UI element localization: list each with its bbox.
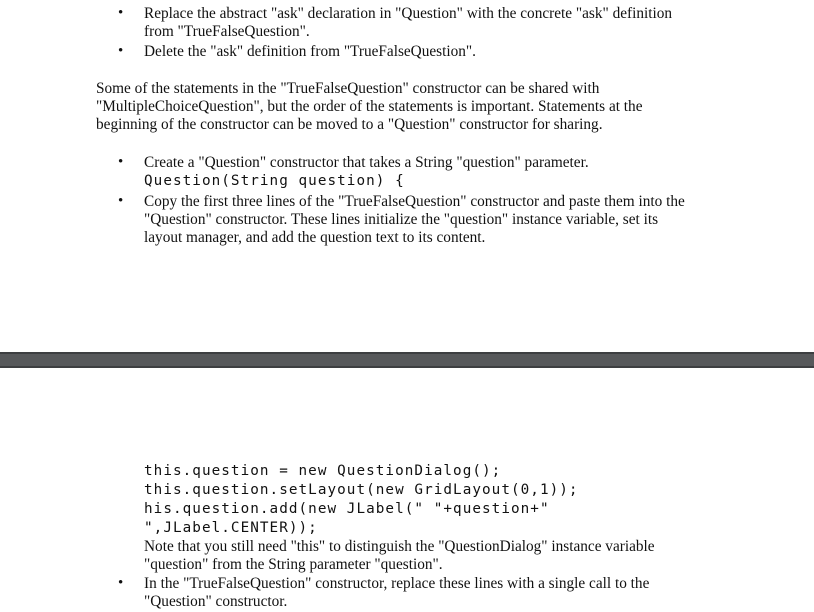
code-snippet: Question(String question) { [144, 173, 405, 189]
bullet-text: Create a "Question" constructor that takes a String "question" parameter. [144, 154, 589, 171]
bullet-text: Copy the first three lines of the "TrueFalseQuestion" constructor and paste them into the [144, 193, 685, 210]
bullet-marker: • [118, 5, 124, 21]
code-line: his.question.add(new JLabel(" "+question+" [144, 501, 550, 517]
bullet-text: Replace the abstract "ask" declaration in "Question" with the concrete "ask" definition [144, 5, 673, 22]
page-separator [0, 352, 814, 368]
bullet-marker: • [118, 154, 124, 170]
bullet-text: Delete the "ask" definition from "TrueFalseQuestion". [144, 43, 476, 60]
document-page-bottom [0, 368, 814, 612]
bullet-text: "Question" constructor. These lines initialize the "question" instance variable, set its [144, 211, 659, 228]
paragraph-line: Some of the statements in the "TrueFalseQuestion" constructor can be shared with [96, 80, 600, 97]
bullet-text: "Question" constructor. [144, 593, 288, 610]
code-line: this.question = new QuestionDialog(); [144, 463, 502, 479]
paragraph-line: beginning of the constructor can be moved to a "Question" constructor for sharing. [96, 116, 603, 133]
bullet-marker: • [118, 193, 124, 209]
bullet-text: from "TrueFalseQuestion". [144, 23, 310, 40]
bullet-marker: • [118, 575, 124, 591]
note-text: "question" from the String parameter "question". [144, 556, 443, 573]
bullet-marker: • [118, 43, 124, 59]
note-text: Note that you still need "this" to distinguish the "QuestionDialog" instance variable [144, 538, 655, 555]
code-line: this.question.setLayout(new GridLayout(0,1)); [144, 482, 579, 498]
bullet-text: In the "TrueFalseQuestion" constructor, replace these lines with a single call to the [144, 575, 650, 592]
bullet-text: layout manager, and add the question text to its content. [144, 229, 486, 246]
code-line: ",JLabel.CENTER)); [144, 520, 318, 536]
paragraph-line: "MultipleChoiceQuestion", but the order of the statements is important. Statements at the [96, 98, 643, 115]
